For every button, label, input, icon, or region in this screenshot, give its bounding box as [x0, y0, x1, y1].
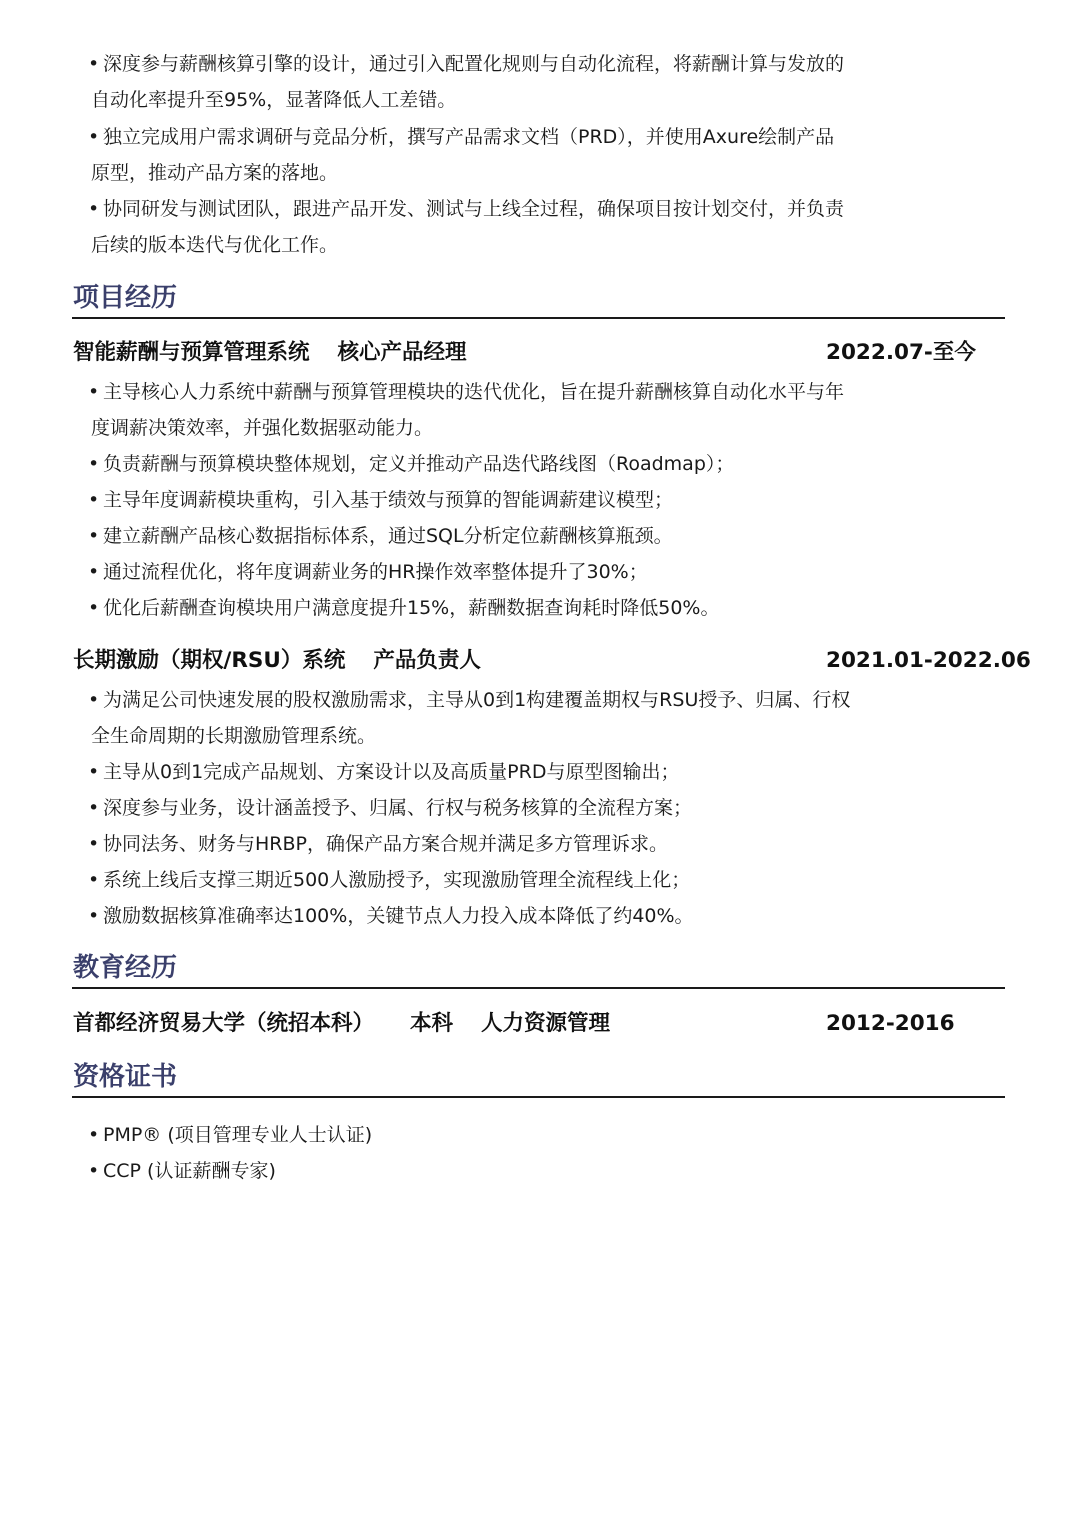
project-bullet [88, 482, 948, 518]
work-bullet [88, 119, 948, 191]
section-title-education: 教育经历 [73, 953, 178, 983]
certificate-text: CCP (认证薪酬专家) [103, 1160, 276, 1182]
bullet-text: 系统上线后支撑三期近500人激励授予，实现激励管理全流程线上化； [103, 869, 691, 891]
bullet-text-continued: 自动化率提升至95%，显著降低人工差错。 [91, 89, 457, 111]
education-major: 人力资源管理 [481, 1011, 611, 1036]
bullet-dot: • [88, 453, 100, 475]
bullet-text-continued: 度调薪决策效率，并强化数据驱动能力。 [91, 417, 434, 439]
bullet-text: 深度参与薪酬核算引擎的设计，通过引入配置化规则与自动化流程，将薪酬计算与发放的 [103, 53, 845, 75]
section-divider [72, 1096, 1005, 1098]
bullet-text-continued: 全生命周期的长期激励管理系统。 [91, 725, 377, 747]
education-school: 首都经济贸易大学（统招本科） [73, 1011, 375, 1036]
certificate-item [88, 1153, 948, 1189]
project-name: 智能薪酬与预算管理系统 [73, 340, 310, 365]
project-bullet [88, 446, 948, 482]
bullet-dot: • [88, 198, 100, 220]
project-title [73, 338, 467, 368]
project-bullet [88, 554, 948, 590]
bullet-text: 协同法务、财务与HRBP，确保产品方案合规并满足多方管理诉求。 [103, 833, 668, 855]
bullet-text: 优化后薪酬查询模块用户满意度提升15%，薪酬数据查询耗时降低50%。 [103, 597, 720, 619]
project-bullet [88, 826, 948, 862]
section-title-projects: 项目经历 [73, 283, 178, 313]
project-title [73, 646, 481, 676]
bullet-text: 主导年度调薪模块重构，引入基于绩效与预算的智能调薪建议模型； [103, 489, 674, 511]
bullet-dot: • [88, 381, 100, 403]
project-bullet [88, 518, 948, 554]
bullet-text: 为满足公司快速发展的股权激励需求，主导从0到1构建覆盖期权与RSU授予、归属、行权 [103, 689, 851, 711]
bullet-text: 协同研发与测试团队，跟进产品开发、测试与上线全过程，确保项目按计划交付，并负责 [103, 198, 845, 220]
project-intro [88, 682, 948, 754]
project-role: 核心产品经理 [337, 340, 467, 365]
education-date: 2012-2016 [826, 1011, 955, 1036]
bullet-text-continued: 后续的版本迭代与优化工作。 [91, 234, 339, 256]
project-bullet [88, 790, 948, 826]
project-bullet [88, 590, 948, 626]
bullet-dot: • [88, 489, 100, 511]
bullet-text-continued: 原型，推动产品方案的落地。 [91, 162, 339, 184]
education-degree: 本科 [410, 1011, 454, 1036]
project-date: 2021.01-2022.06 [826, 648, 1031, 673]
bullet-dot: • [88, 597, 100, 619]
bullet-dot: • [88, 869, 100, 891]
bullet-dot: • [88, 53, 100, 75]
bullet-dot: • [88, 833, 100, 855]
education-entry [73, 1009, 610, 1039]
bullet-dot: • [88, 525, 100, 547]
bullet-dot: • [88, 761, 100, 783]
bullet-dot: • [88, 689, 100, 711]
bullet-dot: • [88, 126, 100, 148]
project-date: 2022.07-至今 [826, 340, 976, 365]
bullet-text: 通过流程优化，将年度调薪业务的HR操作效率整体提升了30%； [103, 561, 648, 583]
project-bullet [88, 754, 948, 790]
section-divider [72, 317, 1005, 319]
project-bullet [88, 898, 948, 934]
section-divider [72, 987, 1005, 989]
bullet-dot: • [88, 1124, 100, 1146]
bullet-text: 建立薪酬产品核心数据指标体系，通过SQL分析定位薪酬核算瓶颈。 [103, 525, 673, 547]
bullet-text: 主导核心人力系统中薪酬与预算管理模块的迭代优化，旨在提升薪酬核算自动化水平与年 [103, 381, 845, 403]
certificate-item [88, 1117, 948, 1153]
bullet-dot: • [88, 797, 100, 819]
bullet-text: 激励数据核算准确率达100%，关键节点人力投入成本降低了约40%。 [103, 905, 694, 927]
bullet-dot: • [88, 905, 100, 927]
work-bullet [88, 191, 948, 263]
project-role: 产品负责人 [373, 648, 481, 673]
work-bullet [88, 46, 948, 118]
bullet-dot: • [88, 561, 100, 583]
certificate-text: PMP® (项目管理专业人士认证) [103, 1124, 373, 1146]
bullet-text: 负责薪酬与预算模块整体规划，定义并推动产品迭代路线图（Roadmap）； [103, 453, 735, 475]
bullet-text: 深度参与业务，设计涵盖授予、归属、行权与税务核算的全流程方案； [103, 797, 693, 819]
project-intro [88, 374, 948, 446]
bullet-text: 主导从0到1完成产品规划、方案设计以及高质量PRD与原型图输出； [103, 761, 680, 783]
project-name: 长期激励（期权/RSU）系统 [73, 648, 346, 673]
project-bullet [88, 862, 948, 898]
section-title-certificates: 资格证书 [73, 1062, 178, 1092]
bullet-dot: • [88, 1160, 100, 1182]
bullet-text: 独立完成用户需求调研与竞品分析，撰写产品需求文档（PRD），并使用Axure绘制产品 [103, 126, 835, 148]
